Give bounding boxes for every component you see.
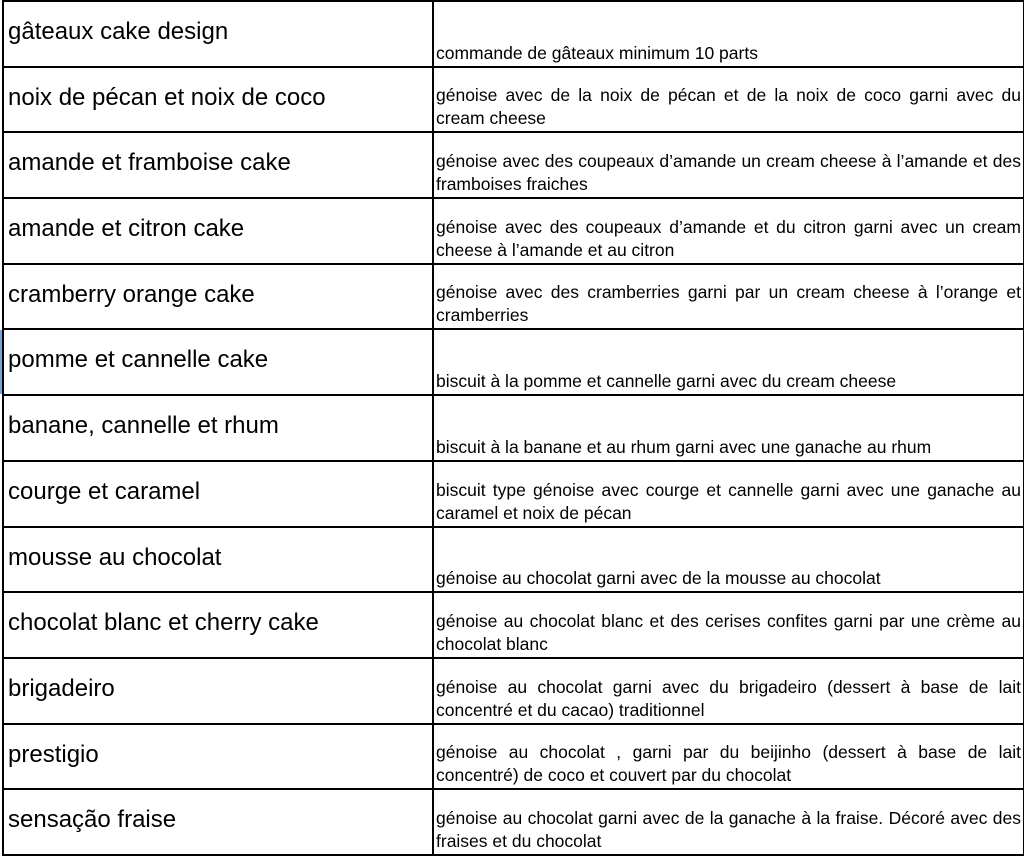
cake-description-cell[interactable]: génoise avec des coupeaux d’amande un cream cheese à l’amande et des framboises fraiches (433, 132, 1024, 198)
cake-description-cell[interactable]: génoise au chocolat garni avec de la ganache à la fraise. Décoré avec des fraises et du chocolat (433, 789, 1024, 855)
table-row (3, 789, 1024, 855)
table-row (3, 527, 1024, 593)
table-row (3, 198, 1024, 264)
table-row (3, 395, 1024, 461)
cake-description-cell[interactable]: génoise au chocolat garni avec du brigadeiro (dessert à base de lait concentré et du cacao) traditionnel (433, 658, 1024, 724)
cake-description-cell[interactable]: génoise avec des cramberries garni par un cream cheese à l’orange et cramberries (433, 264, 1024, 330)
table-row (3, 67, 1024, 133)
table-row (3, 1, 1024, 67)
cake-description-cell[interactable]: biscuit à la banane et au rhum garni avec une ganache au rhum (433, 395, 1024, 461)
cake-name-cell[interactable]: cramberry orange cake (3, 264, 433, 330)
cake-name-cell[interactable]: prestigio (3, 724, 433, 790)
cake-description-cell[interactable]: génoise au chocolat garni avec de la mousse au chocolat (433, 527, 1024, 593)
cake-name-cell[interactable]: mousse au chocolat (3, 527, 433, 593)
cake-name-cell[interactable]: brigadeiro (3, 658, 433, 724)
cake-name-cell[interactable]: gâteaux cake design (3, 1, 433, 67)
cake-description-cell[interactable]: génoise avec de la noix de pécan et de la noix de coco garni avec du cream cheese (433, 67, 1024, 133)
cake-name-cell[interactable]: courge et caramel (3, 461, 433, 527)
cake-description-cell[interactable]: commande de gâteaux minimum 10 parts (433, 1, 1024, 67)
table-row (3, 264, 1024, 330)
cake-name-cell[interactable]: amande et citron cake (3, 198, 433, 264)
cake-description-cell[interactable]: génoise avec des coupeaux d’amande et du citron garni avec un cream cheese à l’amande et au citron (433, 198, 1024, 264)
cake-name-cell[interactable]: amande et framboise cake (3, 132, 433, 198)
table-row (3, 461, 1024, 527)
cake-name-cell[interactable]: noix de pécan et noix de coco (3, 67, 433, 133)
table-row (3, 592, 1024, 658)
cake-name-cell[interactable]: sensação fraise (3, 789, 433, 855)
cake-name-cell[interactable]: banane, cannelle et rhum (3, 395, 433, 461)
cake-menu-table (2, 0, 1024, 856)
table-row (3, 658, 1024, 724)
cake-description-cell[interactable]: génoise au chocolat blanc et des cerises confites garni par une crème au chocolat blanc (433, 592, 1024, 658)
table-row (3, 724, 1024, 790)
cake-description-cell[interactable]: biscuit type génoise avec courge et cannelle garni avec une ganache au caramel et noix de pécan (433, 461, 1024, 527)
cake-name-cell[interactable]: pomme et cannelle cake (3, 329, 433, 395)
cake-description-cell[interactable]: biscuit à la pomme et cannelle garni avec du cream cheese (433, 329, 1024, 395)
cake-name-cell[interactable]: chocolat blanc et cherry cake (3, 592, 433, 658)
cake-description-cell[interactable]: génoise au chocolat , garni par du beijinho (dessert à base de lait concentré) de coco et couvert par du chocolat (433, 724, 1024, 790)
table-row (3, 329, 1024, 395)
table-row (3, 132, 1024, 198)
